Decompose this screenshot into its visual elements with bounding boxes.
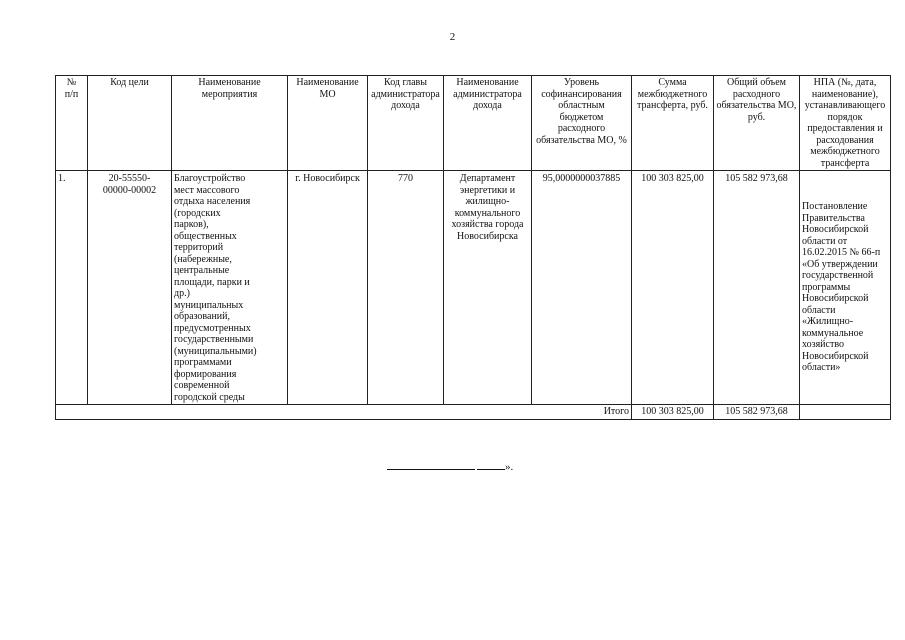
header-total-volume: Общий объем расходного обязательства МО, руб. bbox=[714, 76, 800, 171]
header-admin-name: Наименование администратора дохода bbox=[444, 76, 532, 171]
page-number: 2 bbox=[449, 31, 456, 43]
table-row bbox=[56, 171, 891, 405]
header-goal-code: Код цели bbox=[88, 76, 172, 171]
transfer-table bbox=[55, 75, 891, 420]
header-number: № п/п bbox=[56, 76, 88, 171]
cell-total-volume: 105 582 973,68 bbox=[714, 171, 800, 405]
cell-admin-code: 770 bbox=[368, 171, 444, 405]
cell-admin-name: Департамент энергетики и жилищно- коммунального хозяйства города Новосибирска bbox=[444, 171, 532, 405]
header-event-name: Наименование мероприятия bbox=[172, 76, 288, 171]
closing-suffix: ». bbox=[505, 461, 514, 473]
header-npa: НПА (№, дата, наименование), устанавливающего порядок предоставления и расходования межбюджетного трансферта bbox=[800, 76, 891, 171]
total-transfer-sum: 100 303 825,00 bbox=[632, 405, 714, 420]
header-transfer-sum: Сумма межбюджетного трансферта, руб. bbox=[632, 76, 714, 171]
cell-transfer-sum: 100 303 825,00 bbox=[632, 171, 714, 405]
cell-npa: Постановление Правительства Новосибирской области от 16.02.2015 № 66-п «Об утверждении государственной программы Новосибирской области «Жилищно- коммунальное хозяйство Новосибирской области» bbox=[800, 171, 891, 405]
cell-mo-name: г. Новосибирск bbox=[288, 171, 368, 405]
closing-line bbox=[387, 459, 513, 473]
cell-cofinancing-level: 95,0000000037885 bbox=[532, 171, 632, 405]
total-npa-empty bbox=[800, 405, 891, 420]
total-label: Итого bbox=[56, 405, 632, 420]
header-admin-code: Код главы администратора дохода bbox=[368, 76, 444, 171]
table-header-row bbox=[56, 76, 891, 171]
table-total-row bbox=[56, 405, 891, 420]
closing-underline-short bbox=[477, 459, 505, 470]
cell-goal-code: 20-55550- 00000-00002 bbox=[88, 171, 172, 405]
total-volume: 105 582 973,68 bbox=[714, 405, 800, 420]
header-mo-name: Наименование МО bbox=[288, 76, 368, 171]
header-cofinancing-level: Уровень софинансирования областным бюджетом расходного обязательства МО, % bbox=[532, 76, 632, 171]
cell-event-name: Благоустройство мест массового отдыха населения (городских парков), общественных территорий (набережные, центральные площади, парки и др.) муниципальных образований, предусмотренных государственными (муниципальными) программами формирования современной городской среды bbox=[172, 171, 288, 405]
closing-underline-long bbox=[387, 459, 475, 470]
cell-number: 1. bbox=[56, 171, 88, 405]
